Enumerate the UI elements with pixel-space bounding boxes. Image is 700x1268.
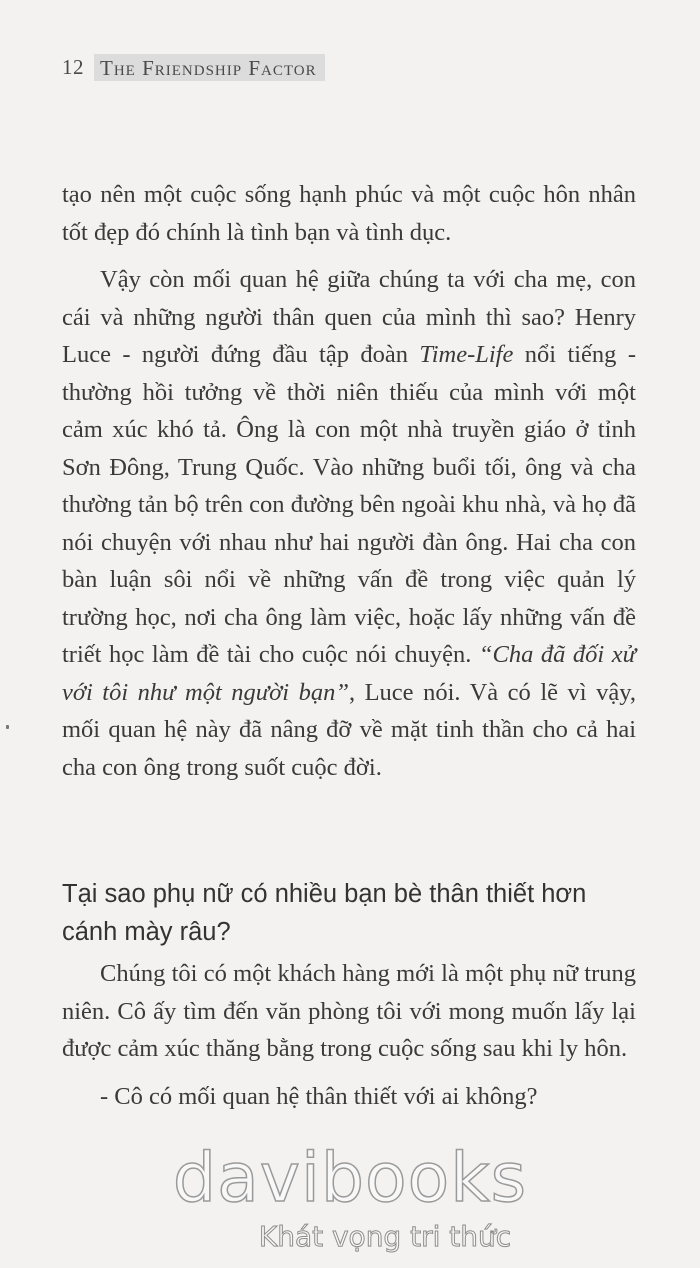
paragraph-luce [62,261,636,786]
paragraph-text: Vậy còn mối quan hệ giữa chúng ta với cha mẹ, con cái và những người thân quen của mình thì sao? Henry Luce - người đứng đầu tập đoàn [62,266,636,368]
paragraph-continuation: tạo nên một cuộc sống hạnh phúc và một cuộc hôn nhân tốt đẹp đó chính là tình bạn và tình dục. [62,181,636,246]
running-header [62,54,325,81]
watermark-tagline: Khát vọng tri thức [258,1220,512,1253]
page-number: 12 [62,55,84,79]
book-title: The Friendship Factor [94,54,325,81]
body-text-block [62,955,636,1115]
body-text-block [62,176,636,786]
margin-mark [6,725,9,729]
section-heading: Tại sao phụ nữ có nhiều bạn bè thân thiết hơn cánh mày râu? [62,880,587,946]
paragraph-client: Chúng tôi có một khách hàng mới là một phụ nữ trung niên. Cô ấy tìm đến văn phòng tôi với mong muốn lấy lại được cảm xúc thăng bằng trong cuộc sống sau khi ly hôn. [62,960,636,1062]
watermark-brand: davibooks [172,1139,528,1218]
paragraph-text: , Luce nói. Và có lẽ vì vậy, mối quan hệ này đã nâng đỡ về mặt tinh thần cho cả hai cha con ông trong suốt cuộc đời. [62,678,636,781]
paragraph-text: nổi tiếng - thường hồi tưởng về thời niên thiếu của mình với một cảm xúc khó tả. Ông là con một nhà truyền giáo ở tỉnh Sơn Đông, Trung Quốc. Vào những buổi tối, ông và cha thường tản bộ trên con đường bên ngoài khu nhà, và họ đã nói chuyện với nhau như hai người đàn ông. Hai cha con bàn luận sôi nổi về những vấn đề trong việc quản lý trường học, nơi cha ông làm việc, hoặc lấy những vấn đề triết học làm đề tài cho cuộc nói chuyện. [62,341,636,668]
quote: “Cha đã đối xử với tôi như một người bạn” [62,641,636,706]
watermark [150,1139,550,1255]
dialogue-line: - Cô có mối quan hệ thân thiết với ai không? [100,1082,538,1110]
magazine-name: Time-Life [419,341,514,368]
